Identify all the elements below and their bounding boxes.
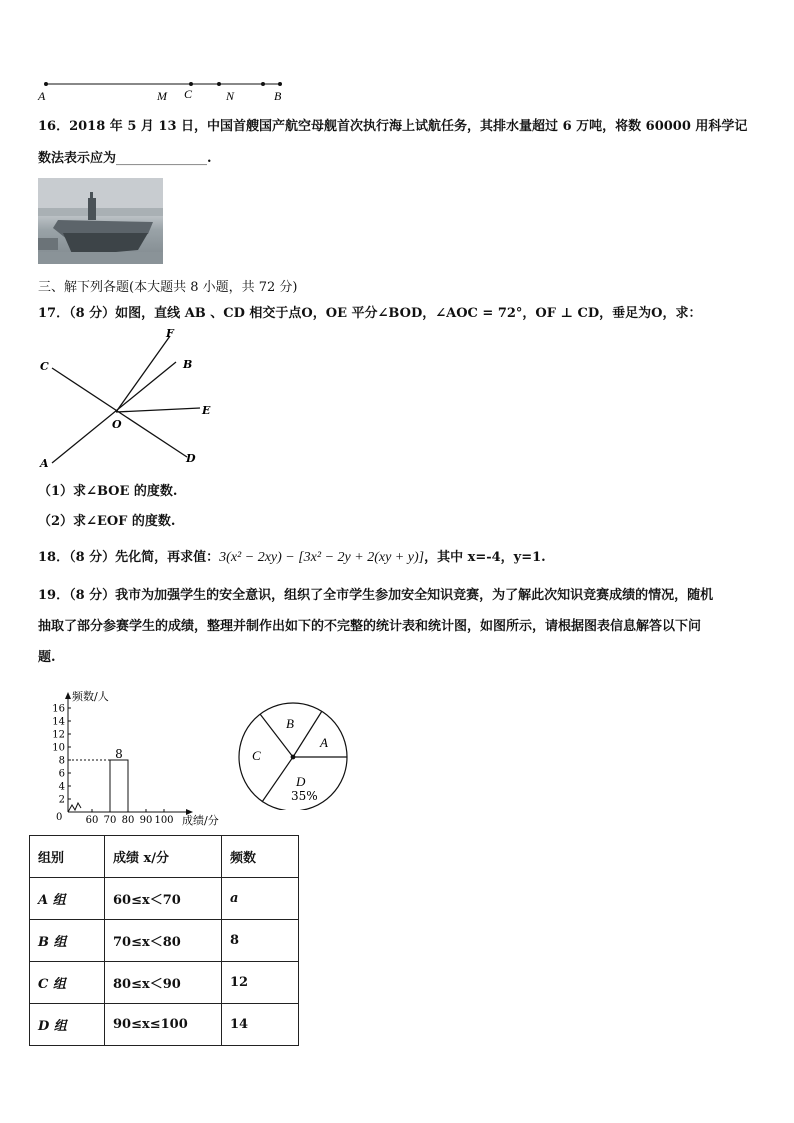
q19-line1: 19．（8 分）我市为加强学生的安全意识，组织了全市学生参加安全知识竞赛，为了解此次知识竞赛成绩的情况，随机 [38,588,714,603]
table-cell: 14 [222,1004,299,1046]
hist-bar [110,760,128,812]
number-line-label-n: N [226,89,235,103]
fig17-label-o: O [112,418,122,431]
table-cell: 12 [222,962,299,1004]
table-cell: 60≤x＜70 [105,878,222,920]
q18-expression: 3(x² − 2xy) − [3x² − 2y + 2(xy + y)] [219,550,425,565]
q17-sub2: （2）求∠EOF 的度数. [38,514,176,529]
hist-y-tick-label: 6 [58,768,65,780]
q19-line3: 题. [38,650,56,665]
table-row [30,878,299,920]
hist-x-tick-label: 100 [154,815,174,826]
pie-center [291,755,296,760]
q18-prefix: 18．（8 分）先化简，再求值： [38,550,220,565]
q16-answer-blank: ______________ [116,151,208,166]
hist-bars [68,747,128,812]
table-header-group: 组别 [30,836,105,878]
hist-y-tick-label: 14 [52,716,65,728]
q18-line [38,546,546,566]
pie-label-b: B [286,716,294,731]
pie-label-d-percent: 35% [291,789,318,803]
pie-label-a: A [320,735,328,750]
hist-y-tick-label: 12 [52,729,65,741]
fig17-label-b: B [183,358,193,371]
q16-line2-text: 数法表示应为 [38,151,117,166]
table-cell: D 组 [30,1004,105,1046]
number-line-label-b: B [274,89,282,103]
hist-bar-label: 8 [115,747,123,761]
table-row [30,920,299,962]
q17-sub1: （1）求∠BOE 的度数. [38,484,178,499]
fig17-label-f: F [166,327,174,340]
fig17-label-c: C [40,360,49,373]
hist-x-tick-label: 70 [103,815,117,826]
hist-x-tick-label: 60 [85,815,99,826]
hist-y-arrow [65,692,71,699]
hist-y-tick-label: 10 [52,742,65,754]
table-cell: C 组 [30,962,105,1004]
table-cell: A 组 [30,878,105,920]
hist-x-tick-label: 90 [139,815,153,826]
table-cell: a [222,878,299,920]
section-3-heading: 三、解下列各题(本大题共 8 小题，共 72 分) [38,280,298,295]
pie-divider-cd [262,757,293,802]
table-cell: 70≤x＜80 [105,920,222,962]
number-line-label-a: A [38,89,46,103]
hist-y-tick-label: 16 [52,703,65,715]
hist-axis-break [68,803,81,812]
hist-origin: 0 [56,812,63,823]
hist-ylabel: 频数/人 [72,690,109,703]
hist-y-tick-label: 8 [58,755,65,767]
fig17-label-e: E [202,404,211,417]
q18-suffix: ，其中 x=-4，y=1. [424,550,546,565]
table-cell: 80≤x＜90 [105,962,222,1004]
q16-line1: 16．2018 年 5 月 13 日，中国首艘国产航空母舰首次执行海上试航任务，其排水量超过 6 万吨，将数 60000 用科学记 [38,119,748,134]
q16-end: . [207,151,212,166]
hist-y-tick-label: 4 [58,781,65,793]
table-header-score: 成绩 x/分 [105,836,222,878]
pie-divider-ab [293,711,322,757]
table-cell: B 组 [30,920,105,962]
number-line-label-m: M [157,89,167,103]
hist-xlabel: 成绩/分 [182,814,219,827]
table-cell: 90≤x≤100 [105,1004,222,1046]
aircraft-carrier-photo [38,178,163,264]
q19-line2: 抽取了部分参赛学生的成绩，整理并制作出如下的不完整的统计表和统计图，如图所示，请根据图表信息解答以下问 [38,619,702,634]
table-row [30,962,299,1004]
pie-label-c: C [252,748,261,763]
frequency-histogram [40,688,230,830]
score-table [29,835,299,1046]
fig17-label-a: A [40,457,49,470]
number-line [30,74,300,104]
q17-figure [36,326,226,471]
number-line-label-c: C [184,87,193,101]
table-header-frequency: 频数 [222,836,299,878]
hist-x-tick-label: 80 [121,815,135,826]
q16-line2 [38,147,212,166]
table-row [30,1004,299,1046]
q17-stem: 17．（8 分）如图，直线 AB 、CD 相交于点O，OE 平分∠BOD，∠AOC = 72°，OF ⊥ CD，垂足为O，求： [38,306,702,321]
table-cell: 8 [222,920,299,962]
table-header-row [30,836,299,878]
group-pie-chart [236,700,356,810]
fig17-label-d: D [186,452,196,465]
hist-y-tick-label: 2 [58,794,65,806]
pie-label-d: D [296,774,306,789]
